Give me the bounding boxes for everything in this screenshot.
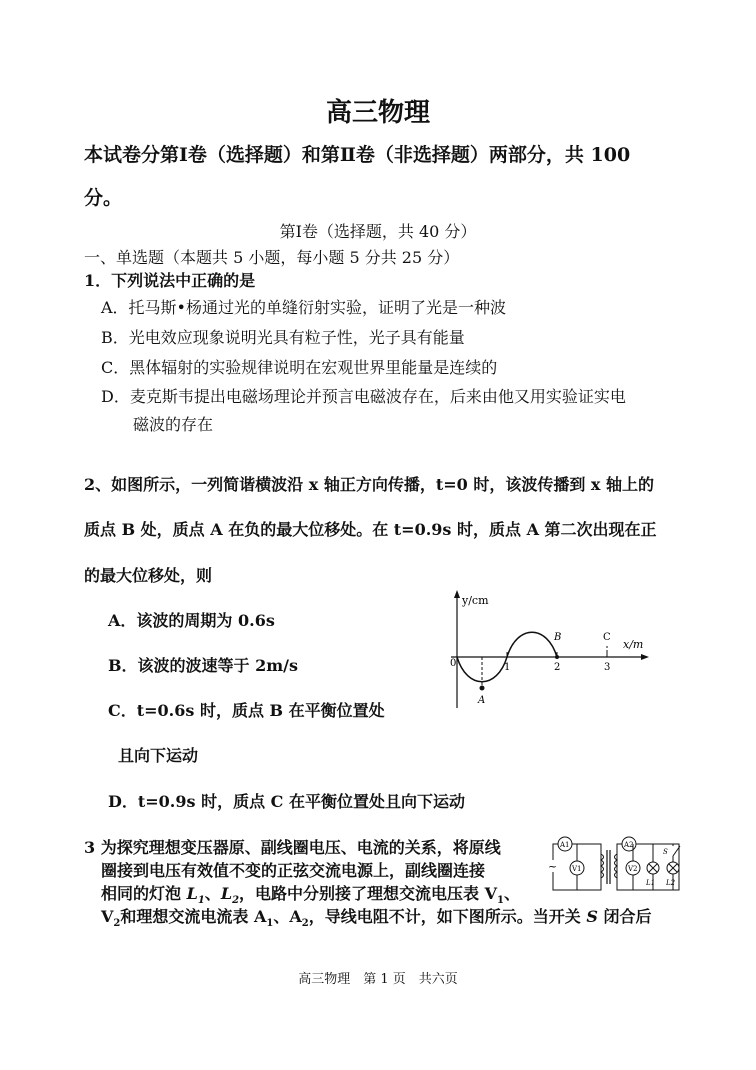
section-title: 第Ⅰ卷（选择题，共 40 分） bbox=[279, 222, 477, 241]
q3-line-2: 圈接到电压有效值不变的正弦交流电源上，副线圈连接 bbox=[101, 861, 486, 880]
q3-line-4: $V_2$和理想交流电流表 $A_1$、$A_2$，导线电阻不计，如下图所示。当开关 S 闭合后 bbox=[101, 907, 652, 930]
q2-option-d: D．t=0.9s 时，质点 C 在平衡位置处且向下运动 bbox=[108, 792, 465, 811]
origin-label: 0 bbox=[450, 658, 457, 669]
q3-line-1: 3 为探究理想变压器原、副线圈电压、电流的关系，将原线 bbox=[84, 838, 501, 857]
lamp-l1-label: L1 bbox=[646, 879, 656, 887]
q1-option-d: D．麦克斯韦提出电磁场理论并预言电磁波存在，后来由他又用实验证实电 bbox=[101, 387, 626, 406]
intro-line-2: 分。 bbox=[84, 187, 123, 209]
tick-label-1: 1 bbox=[504, 662, 511, 673]
voltmeter-v1-label: V1 bbox=[572, 865, 582, 873]
switch-s-label: S bbox=[663, 848, 668, 856]
lamp-l1-symbol: $L_1$ bbox=[186, 884, 205, 907]
point-a-dot bbox=[480, 686, 485, 691]
transformer-circuit-figure bbox=[545, 832, 685, 896]
q1-stem: 1．下列说法中正确的是 bbox=[84, 271, 256, 290]
voltmeter-v2-label: V2 bbox=[628, 865, 638, 873]
part-heading: 一、单选题（本题共 5 小题，每小题 5 分共 25 分） bbox=[84, 248, 460, 267]
ammeter-a1-label: A1 bbox=[560, 841, 570, 849]
wave-figure bbox=[445, 588, 655, 713]
ammeter-a2-label: A2 bbox=[624, 841, 634, 849]
q1-option-a: A．托马斯•杨通过光的单缝衍射实验，证明了光是一种波 bbox=[101, 298, 506, 317]
q1-option-d-cont: 磁波的存在 bbox=[133, 415, 214, 434]
q1-option-c: C．黑体辐射的实验规律说明在宏观世界里能量是连续的 bbox=[101, 358, 498, 377]
page-footer: 高三物理 第 1 页 共六页 bbox=[298, 972, 458, 987]
x-axis-arrow-icon bbox=[641, 654, 649, 660]
q3-line-3: 相同的灯泡 $L_1$、$L_2$，电路中分别接了理想交流电压表 $V_1$、 bbox=[101, 884, 521, 907]
x-axis-label: x/m bbox=[623, 638, 644, 651]
ac-source-icon: ~ bbox=[548, 860, 558, 873]
q2-option-c-cont: 且向下运动 bbox=[118, 746, 199, 765]
q2-stem-line-2: 质点 B 处，质点 A 在负的最大位移处。在 t=0.9s 时，质点 A 第二次出现在正 bbox=[84, 520, 657, 539]
lamp-l2-label: L2 bbox=[666, 879, 676, 887]
q2-option-c: C．t=0.6s 时，质点 B 在平衡位置处 bbox=[108, 701, 385, 720]
switch-s-symbol: S bbox=[586, 907, 598, 926]
y-axis-arrow-icon bbox=[454, 590, 460, 598]
q2-option-b: B．该波的波速等于 2m/s bbox=[108, 656, 299, 675]
point-b-label: B bbox=[554, 632, 562, 643]
intro-line-1: 本试卷分第Ⅰ卷（选择题）和第Ⅱ卷（非选择题）两部分，共 100 bbox=[84, 144, 631, 166]
q2-option-a: A．该波的周期为 0.6s bbox=[108, 611, 275, 630]
point-a-label: A bbox=[478, 695, 486, 706]
q1-option-b: B．光电效应现象说明光具有粒子性，光子具有能量 bbox=[101, 328, 465, 347]
point-c-label: C bbox=[603, 632, 611, 643]
tick-label-2: 2 bbox=[554, 662, 561, 673]
y-axis-label: y/cm bbox=[462, 594, 489, 607]
q2-stem-line-1: 2、如图所示，一列简谐横波沿 x 轴正方向传播，t=0 时，该波传播到 x 轴上的 bbox=[84, 475, 654, 494]
tick-label-3: 3 bbox=[604, 662, 611, 673]
lamp-l2-symbol: $L_2$ bbox=[220, 884, 240, 907]
page-title: 高三物理 bbox=[325, 98, 430, 128]
q2-stem-line-3: 的最大位移处，则 bbox=[84, 566, 213, 585]
